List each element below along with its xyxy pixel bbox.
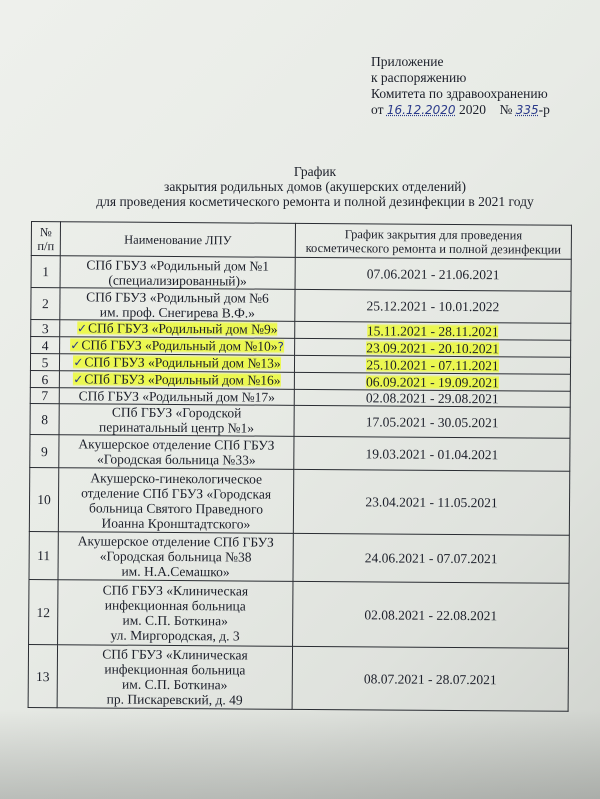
row-name-line: инфекционная больница [104, 597, 246, 614]
row-dates [295, 321, 571, 340]
row-name-line: СПб ГБУЗ «Родильный дом №13» [84, 354, 281, 371]
row-number: 7 [30, 387, 59, 403]
row-name-line: больница Святого Праведного [88, 499, 264, 517]
row-name [59, 404, 294, 437]
row-name-line: «Городская больница №38 [99, 548, 252, 565]
row-dates [295, 257, 571, 291]
row-name-text [61, 646, 289, 708]
header-dates-line-1: График закрытия для проведения [344, 226, 523, 242]
row-number: 12 [29, 579, 58, 644]
row-number: 6 [30, 370, 59, 387]
appendix-line-2: к распоряжению [371, 70, 467, 85]
handwritten-check-icon: ✓ [76, 321, 88, 336]
row-dates-text: 07.06.2021 - 21.06.2021 [366, 266, 500, 283]
row-number: 13 [28, 644, 57, 707]
table-body [28, 256, 571, 712]
row-name-line: им. С.П. Боткина» [122, 612, 228, 629]
row-name-line: СПб ГБУЗ «Родильный дом №17» [78, 388, 275, 405]
row-dates-text: 17.05.2021 - 30.05.2021 [365, 413, 499, 430]
row-name-line: Акушерско-гинекологическое [90, 469, 263, 487]
table-row [31, 256, 571, 292]
row-number: 8 [30, 403, 59, 434]
row-dates [294, 372, 570, 391]
row-name-text [79, 388, 275, 404]
row-name [60, 337, 295, 356]
date-prefix: от [371, 102, 384, 117]
row-dates [294, 405, 570, 438]
handwritten-question-mark: ? [277, 339, 284, 354]
row-name [59, 435, 294, 470]
handwritten-check-icon: ✓ [73, 372, 84, 387]
table-row [30, 434, 570, 471]
row-name-line: (специализированный)» [108, 272, 247, 289]
row-dates-text: 06.09.2021 - 19.09.2021 [365, 373, 499, 390]
row-name-text [73, 371, 280, 387]
number-symbol: № [499, 102, 513, 117]
row-name-line: Иоанна Кронштадтского» [101, 514, 251, 532]
row-name [59, 371, 294, 390]
row-name [60, 320, 295, 339]
row-number: 9 [30, 434, 59, 467]
row-name [58, 532, 293, 582]
number-suffix: -р [538, 102, 550, 117]
row-name-line: СПб ГБУЗ «Родильный дом №6 [86, 288, 269, 306]
row-name [58, 580, 293, 647]
row-dates-text: 08.07.2021 - 28.07.2021 [363, 670, 497, 687]
row-name-line: им. С.П. Боткина» [122, 676, 228, 693]
row-number: 1 [31, 256, 60, 288]
appendix-line-3: Комитета по здравоохранению [371, 86, 548, 101]
row-number: 5 [30, 354, 59, 371]
row-name-line: перинатальный центр №1» [98, 419, 255, 436]
row-name-line: им. проф. Снегирева В.Ф.» [99, 303, 256, 321]
row-name-line: СПб ГБУЗ «Родильный дом №9» [88, 320, 278, 337]
handwritten-number: 335 [515, 103, 539, 117]
row-name-line: отделение СПб ГБУЗ «Городская [81, 484, 272, 502]
row-dates [294, 389, 570, 407]
row-name-line: пр. Пискаревский, д. 49 [106, 691, 243, 708]
header-num-line-2: п/п [37, 238, 55, 253]
row-name-line: СПб ГБУЗ «Клиническая [102, 646, 248, 663]
header-num-line-1: № [39, 224, 52, 239]
table-row [31, 288, 571, 324]
page-shadow [0, 709, 600, 799]
appendix-date-line [371, 102, 550, 118]
table-row [29, 467, 569, 535]
row-dates-text: 15.11.2021 - 28.11.2021 [366, 322, 499, 339]
handwritten-check-icon: ✓ [73, 355, 84, 370]
row-name-line: СПб ГБУЗ «Родильный дом №1 [86, 256, 270, 274]
row-name [60, 288, 295, 322]
row-name-text [62, 470, 290, 532]
row-dates [293, 469, 569, 535]
row-name-line: СПб ГБУЗ «Родильный дом №10» [81, 337, 278, 354]
row-name-line: СПб ГБУЗ «Клиническая [102, 582, 249, 599]
row-name-line: им. Н.А.Семашко» [121, 563, 230, 580]
header-name: Наименование ЛПУ [60, 222, 295, 258]
header-num [31, 222, 60, 256]
row-dates [293, 533, 569, 583]
row-name [60, 256, 295, 290]
row-dates-text: 19.03.2021 - 01.04.2021 [365, 445, 499, 462]
date-year: 2020 [458, 102, 486, 117]
row-name-text [62, 436, 290, 468]
row-number: 2 [31, 288, 60, 320]
row-name-text [77, 320, 278, 336]
table-row [28, 644, 568, 711]
row-name [57, 645, 292, 710]
document-title [60, 164, 570, 209]
row-number: 10 [29, 467, 58, 531]
row-name-text [64, 257, 292, 289]
row-name-text [73, 354, 280, 370]
title-line-3: для проведения косметического ремонта и полной дезинфекции в 2021 году [96, 194, 534, 209]
row-name-text [70, 337, 284, 353]
row-dates-text: 02.08.2021 - 22.08.2021 [364, 606, 498, 623]
row-name-text [62, 533, 290, 580]
row-name-line: Акушерское отделение СПб ГБУЗ [78, 436, 275, 453]
row-number: 11 [29, 531, 58, 579]
closure-schedule-table [28, 221, 572, 712]
row-name-line: СПб ГБУЗ «Родильный дом №16» [84, 371, 281, 388]
header-dates [295, 223, 571, 259]
row-name-text [63, 289, 291, 321]
row-name [58, 468, 293, 534]
row-name-line: ул. Миргородская, д. 3 [110, 627, 240, 644]
row-dates [295, 338, 571, 357]
table-row [29, 579, 569, 648]
row-dates-text: 24.06.2021 - 07.07.2021 [364, 550, 498, 567]
row-name-text [63, 404, 291, 436]
row-name [59, 354, 294, 373]
table-row [29, 531, 569, 583]
appendix-header [371, 54, 550, 118]
row-dates [292, 646, 568, 711]
row-name-line: СПб ГБУЗ «Городской [111, 404, 242, 421]
header-dates-line-2: косметического ремонта и полной дезинфекции [305, 240, 562, 257]
row-dates [295, 289, 571, 323]
row-dates-text: 25.12.2021 - 10.01.2022 [366, 298, 500, 315]
title-line-2: закрытия родильных домов (акушерских отделений) [163, 179, 467, 194]
row-dates-text: 25.10.2021 - 07.11.2021 [366, 356, 499, 373]
row-name-line: Акушерское отделение СПб ГБУЗ [77, 533, 274, 550]
row-dates [294, 355, 570, 374]
table-row [30, 403, 570, 438]
row-name-line: инфекционная больница [104, 661, 246, 678]
table-header-row [31, 222, 571, 260]
row-name-text [61, 582, 289, 644]
title-line-1: График [293, 164, 337, 179]
handwritten-check-icon: ✓ [70, 338, 81, 353]
handwritten-date: 16.12.2020 [386, 103, 456, 117]
row-name [59, 388, 294, 406]
row-dates [294, 436, 570, 471]
row-dates [293, 581, 569, 648]
row-dates-text: 02.08.2021 - 29.08.2021 [365, 390, 499, 407]
row-number: 4 [31, 337, 60, 354]
row-number: 3 [31, 320, 60, 337]
row-name-line: «Городская больница №33» [97, 451, 256, 468]
appendix-line-1: Приложение [371, 54, 444, 69]
row-dates-text: 23.04.2021 - 11.05.2021 [365, 494, 498, 511]
row-dates-text: 23.09.2021 - 20.10.2021 [366, 339, 500, 356]
